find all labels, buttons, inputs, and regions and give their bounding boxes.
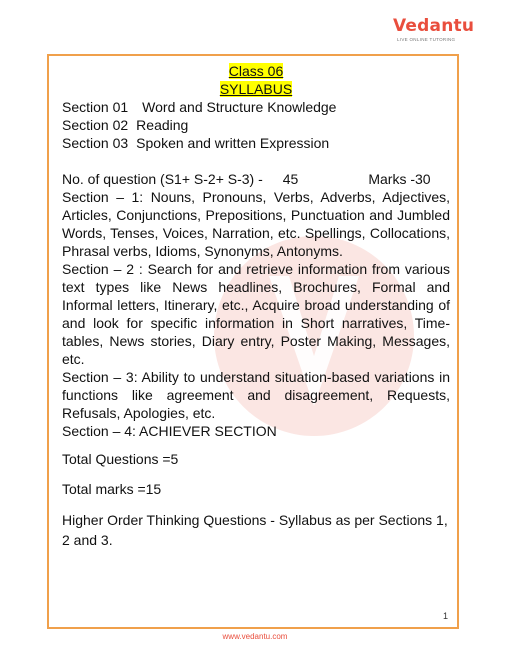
section-4-detail: Section – 4: ACHIEVER SECTION — [62, 423, 277, 439]
class-title: Class 06 — [228, 63, 284, 79]
section-1-detail: Section – 1: Nouns, Pronouns, Verbs, Adverbs, Adjectives, Articles, Conjunctions, Prepositions, Punctuation and Jumbled Words, Tenses, Voices, Narration, etc. Spellings, Collocations, Phrasal verbs, Idioms, Synonyms, Antonyms. — [62, 189, 450, 259]
page-number: 1 — [442, 611, 448, 621]
hots-note: Higher Order Thinking Questions - Syllabus as per Sections 1, 2 and 3. — [62, 512, 448, 548]
syllabus-content — [62, 62, 450, 550]
section-2-detail: Section – 2 : Search for and retrieve information from various text types like News headlines, Brochures, Formal and Informal letters, Itinerary, etc., Acquire broad understanding of and look for specific information in Short narratives, Time-tables, News stories, Diary entry, Poster Making, Messages, etc. — [62, 261, 450, 367]
questions-line: No. of question (S1+ S-2+ S-3) - 45 Marks -30 — [62, 171, 431, 187]
section-01-row: Section 01 Word and Structure Knowledge — [62, 99, 337, 115]
logo-tagline: LIVE ONLINE TUTORING — [397, 37, 456, 42]
logo-wordmark: Vedantu — [393, 16, 475, 36]
footer-url: www.vedantu.com — [222, 632, 288, 641]
total-questions: Total Questions =5 — [62, 451, 179, 467]
vedantu-logo — [393, 16, 475, 46]
section-3-detail: Section – 3: Ability to understand situation-based variations in functions like agreement and disagreement, Requests, Refusals, Apologies, etc. — [62, 369, 450, 421]
page-border — [47, 54, 459, 629]
section-03-row: Section 03 Spoken and written Expression — [62, 135, 330, 151]
total-marks: Total marks =15 — [62, 481, 162, 497]
section-02-row: Section 02 Reading — [62, 117, 189, 133]
syllabus-heading: SYLLABUS — [219, 81, 293, 97]
